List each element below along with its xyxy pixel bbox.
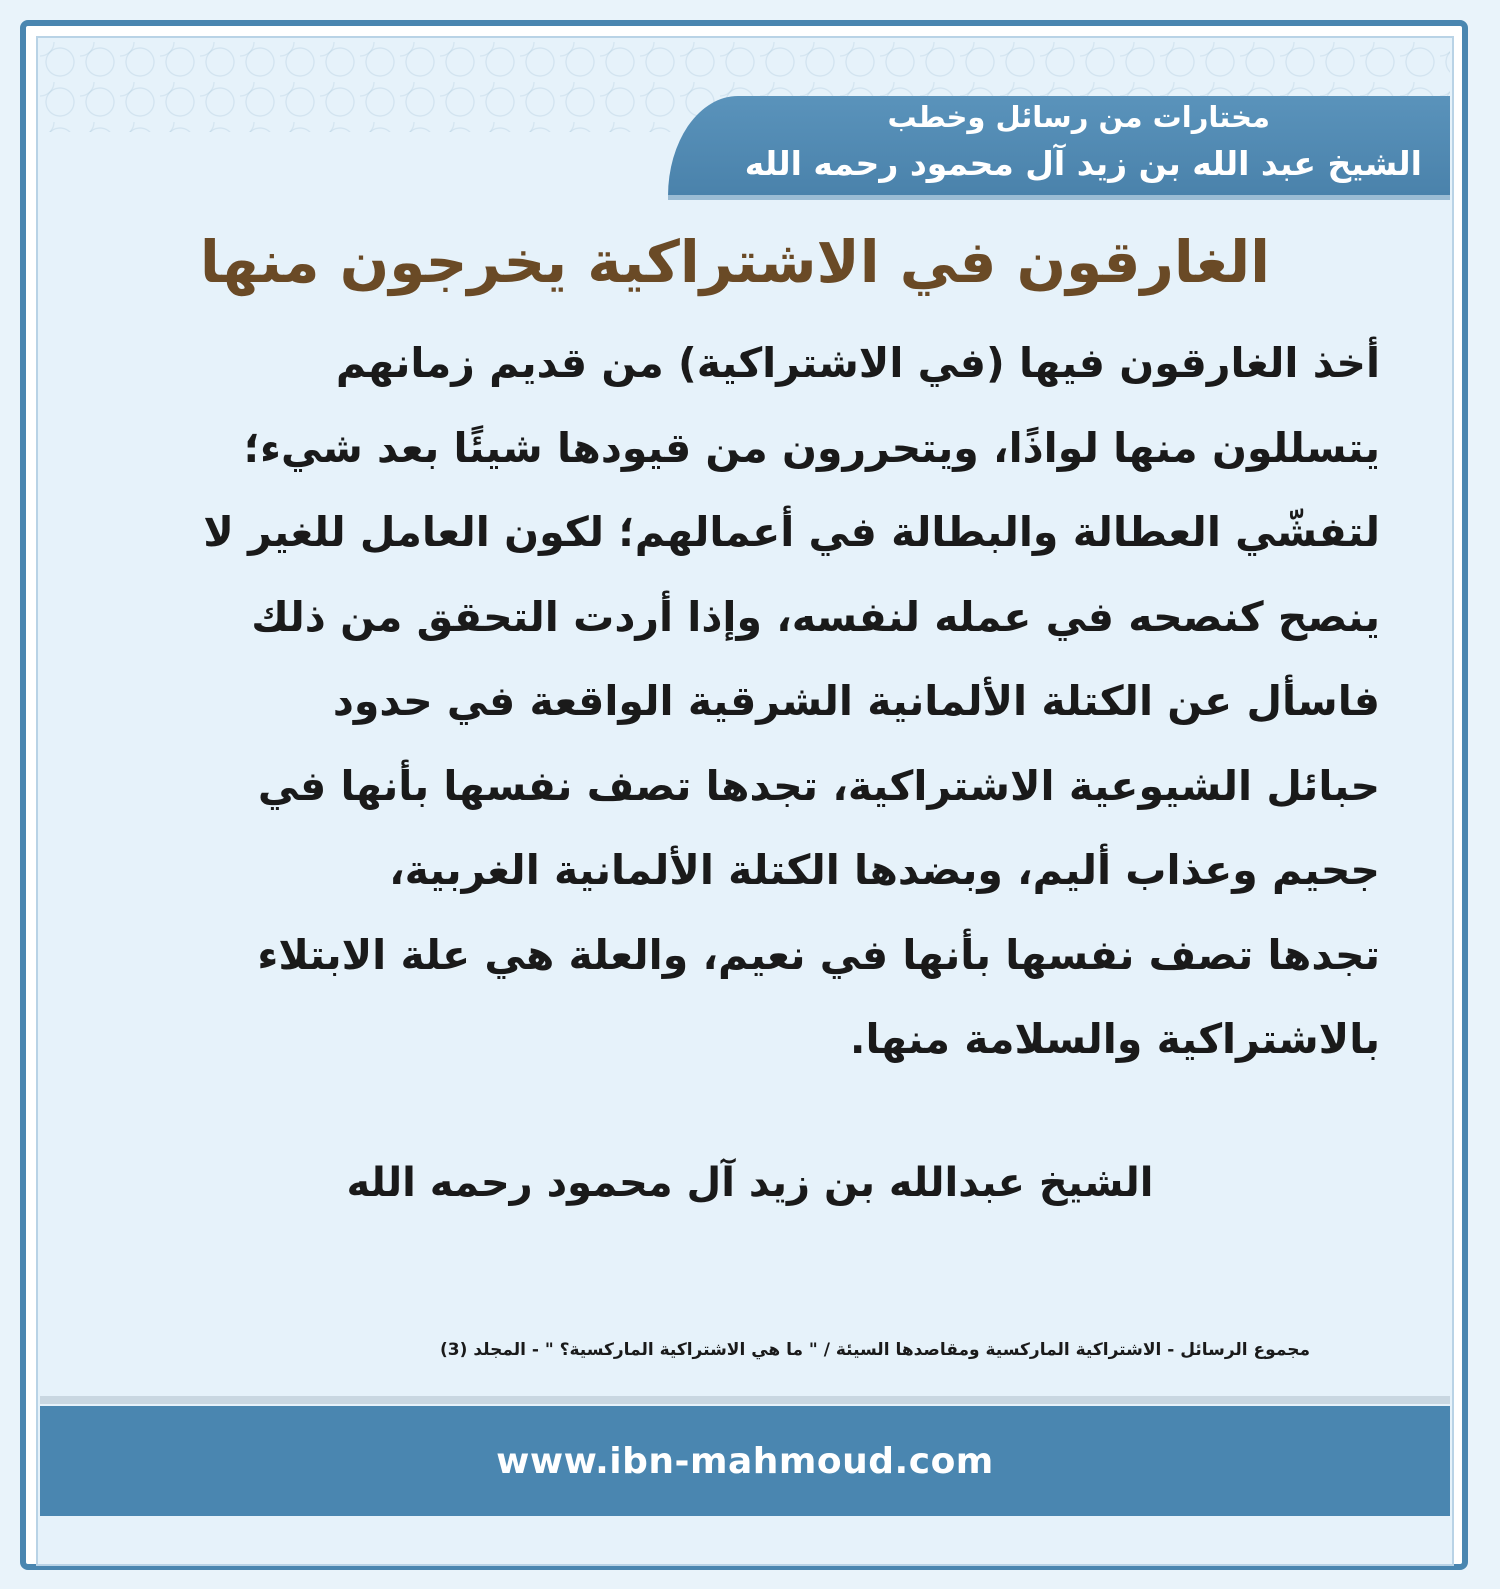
header-banner [668, 96, 1450, 200]
body-line: ينصح كنصحه في عمله لنفسه، وإذا أردت التحقق من ذلك [251, 592, 1380, 641]
body-line: بالاشتراكية والسلامة منها. [849, 1015, 1380, 1063]
author-signature: الشيخ عبدالله بن زيد آل محمود رحمه الله [346, 1160, 1154, 1206]
banner-author-name: الشيخ عبد الله بن زيد آل محمود رحمه الله [744, 144, 1422, 183]
page-title: الغارقون في الاشتراكية يخرجون منها [199, 228, 1271, 296]
article-body [118, 330, 1380, 1091]
body-line: جحيم وعذاب أليم، وبضدها الكتلة الألمانية الغربية، [389, 846, 1380, 894]
banner-series-title: مختارات من رسائل وخطب [887, 100, 1270, 134]
body-line: فاسأل عن الكتلة الألمانية الشرقية الواقعة في حدود [332, 677, 1380, 725]
body-line: حبائل الشيوعية الاشتراكية، تجدها تصف نفسها بأنها في [257, 761, 1380, 810]
body-line: أخذ الغارقون فيها (في الاشتراكية) من قديم زمانهم [335, 339, 1380, 387]
body-line: لتفشّي العطالة والبطالة في أعمالهم؛ لكون العامل للغير لا [203, 508, 1380, 556]
body-line: يتسللون منها لواذًا، ويتحررون من قيودها شيئًا بعد شيء؛ [243, 423, 1380, 472]
source-reference: مجموع الرسائل - الاشتراكية الماركسية ومقاصدها السيئة / " ما هي الاشتراكية الماركسية؟ " - المجلد (3) [440, 1340, 1310, 1360]
footer-bar [40, 1406, 1450, 1516]
footer-divider [40, 1396, 1450, 1404]
website-link[interactable]: www.ibn-mahmoud.com [496, 1440, 994, 1482]
body-line: تجدها تصف نفسها بأنها في نعيم، والعلة هي علة الابتلاء [257, 930, 1380, 979]
